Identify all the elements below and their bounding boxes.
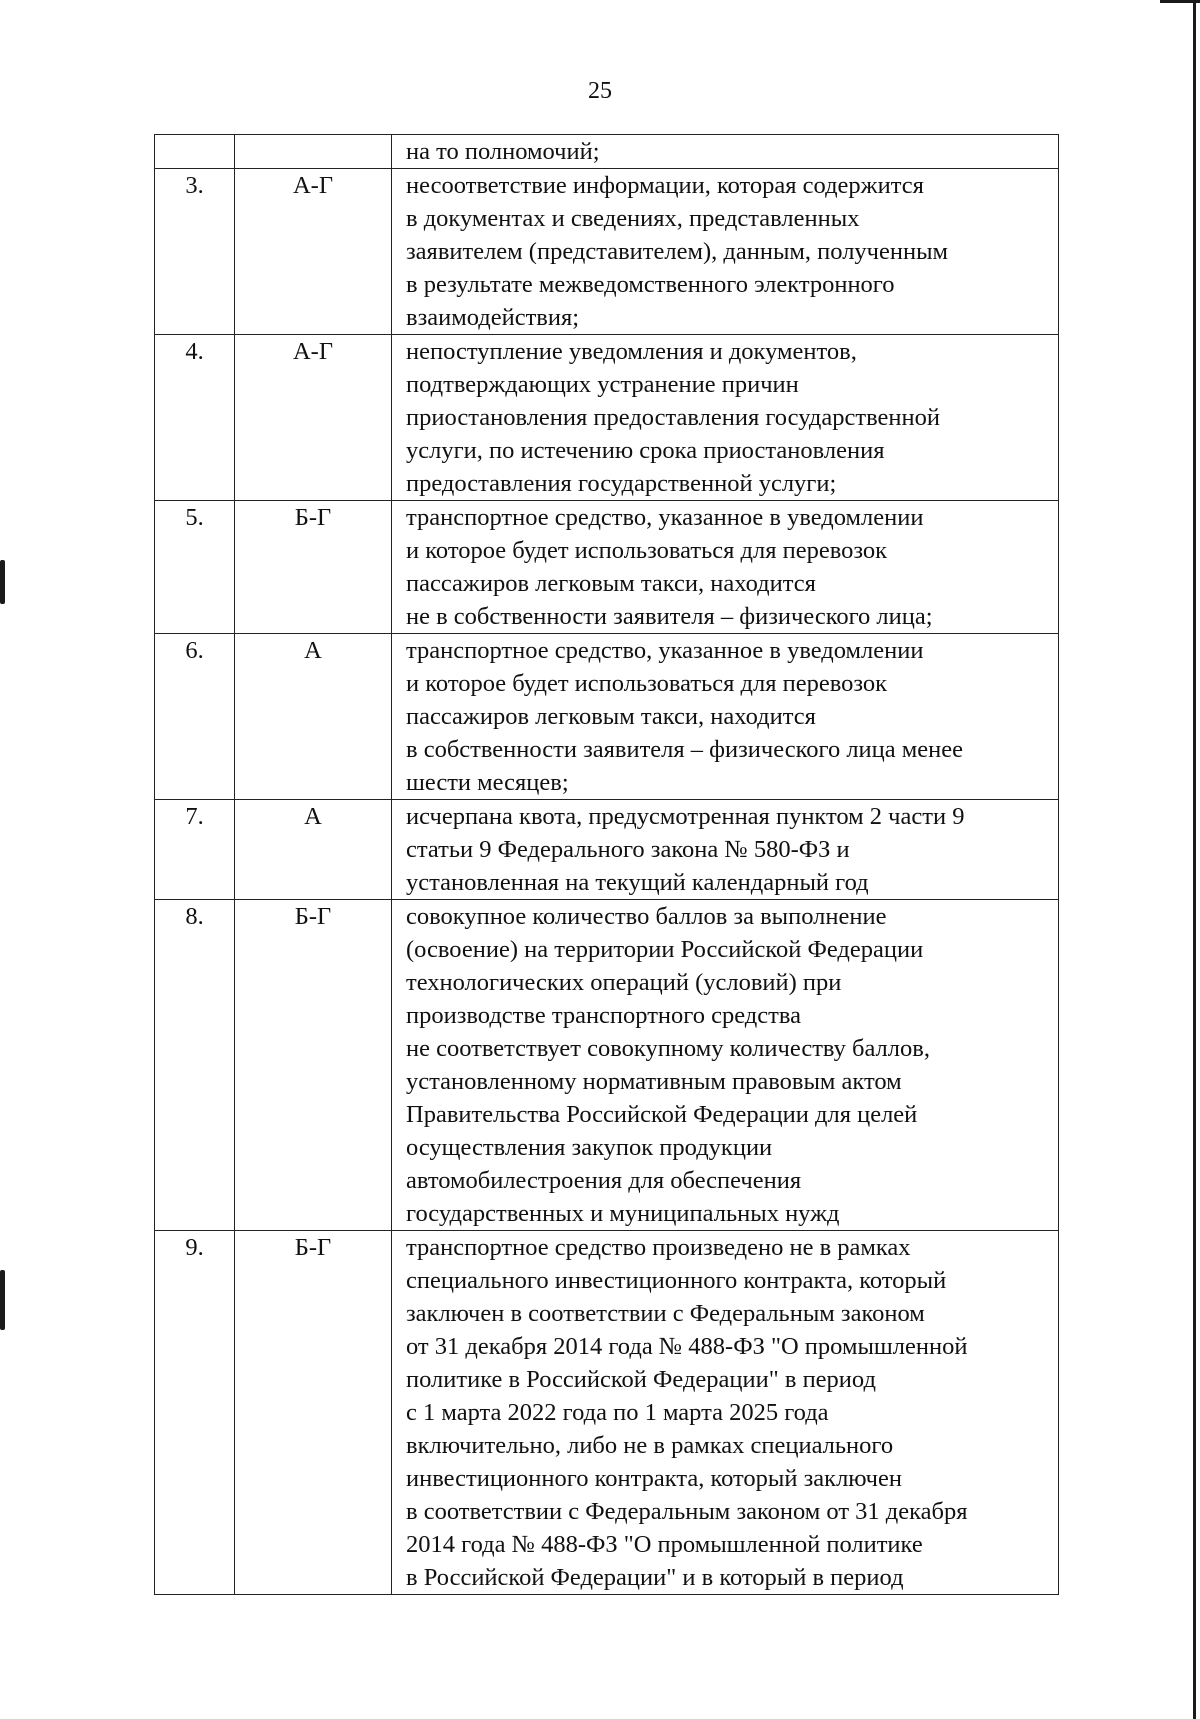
row-text-cell: транспортное средство, указанное в уведомлении и которое будет использоваться для перевозок пассажиров легковым такси, находится не в собственности заявителя – физического лица; (392, 501, 1059, 634)
table-row (155, 501, 1059, 634)
row-code-cell: Б-Г (235, 1231, 392, 1595)
row-code-cell: Б-Г (235, 900, 392, 1231)
table-row (155, 800, 1059, 900)
row-code-cell: А (235, 634, 392, 800)
row-number-cell: 8. (155, 900, 235, 1231)
row-code-cell: А (235, 800, 392, 900)
table-row (155, 634, 1059, 800)
table-row (155, 335, 1059, 501)
row-number-cell: 6. (155, 634, 235, 800)
row-text-cell: на то полномочий; (392, 135, 1059, 169)
row-text-cell: непоступление уведомления и документов, подтверждающих устранение причин приостановления предоставления государственной услуги, по истечению срока приостановления предоставления государственной услуги; (392, 335, 1059, 501)
scan-mark-left (0, 560, 5, 604)
row-number-cell: 9. (155, 1231, 235, 1595)
scan-edge-right (1193, 0, 1196, 1719)
table-row (155, 900, 1059, 1231)
row-code-cell (235, 135, 392, 169)
row-number-cell: 7. (155, 800, 235, 900)
row-text-cell: транспортное средство, указанное в уведомлении и которое будет использоваться для перевозок пассажиров легковым такси, находится в собственности заявителя – физического лица менее шести месяцев; (392, 634, 1059, 800)
row-number-cell: 3. (155, 169, 235, 335)
table-row (155, 135, 1059, 169)
row-number-cell: 5. (155, 501, 235, 634)
row-text-cell: исчерпана квота, предусмотренная пунктом 2 части 9 статьи 9 Федерального закона № 580-ФЗ и установленная на текущий календарный год (392, 800, 1059, 900)
row-text-cell: несоответствие информации, которая содержится в документах и сведениях, представленных заявителем (представителем), данным, полученным в результате межведомственного электронного взаимодействия; (392, 169, 1059, 335)
row-number-cell: 4. (155, 335, 235, 501)
row-text-cell: транспортное средство произведено не в рамках специального инвестиционного контракта, который заключен в соответствии с Федеральным законом от 31 декабря 2014 года № 488-ФЗ "О промышленной политике в Российской Федерации" в период с 1 марта 2022 года по 1 марта 2025 года включительно, либо не в рамках специального инвестиционного контракта, который заключен в соответствии с Федеральным законом от 31 декабря 2014 года № 488-ФЗ "О промышленной политике в Российской Федерации" и в который в период (392, 1231, 1059, 1595)
row-code-cell: Б-Г (235, 501, 392, 634)
table-row (155, 1231, 1059, 1595)
table-row (155, 169, 1059, 335)
row-text-cell: совокупное количество баллов за выполнение (освоение) на территории Российской Федерации технологических операций (условий) при производстве транспортного средства не соответствует совокупному количеству баллов, установленному нормативным правовым актом Правительства Российской Федерации для целей осуществления закупок продукции автомобилестроения для обеспечения государственных и муниципальных нужд (392, 900, 1059, 1231)
scan-mark-left (0, 1270, 5, 1330)
row-code-cell: А-Г (235, 169, 392, 335)
row-code-cell: А-Г (235, 335, 392, 501)
row-number-cell (155, 135, 235, 169)
grounds-table (154, 134, 1059, 1595)
page-number: 25 (588, 78, 612, 104)
